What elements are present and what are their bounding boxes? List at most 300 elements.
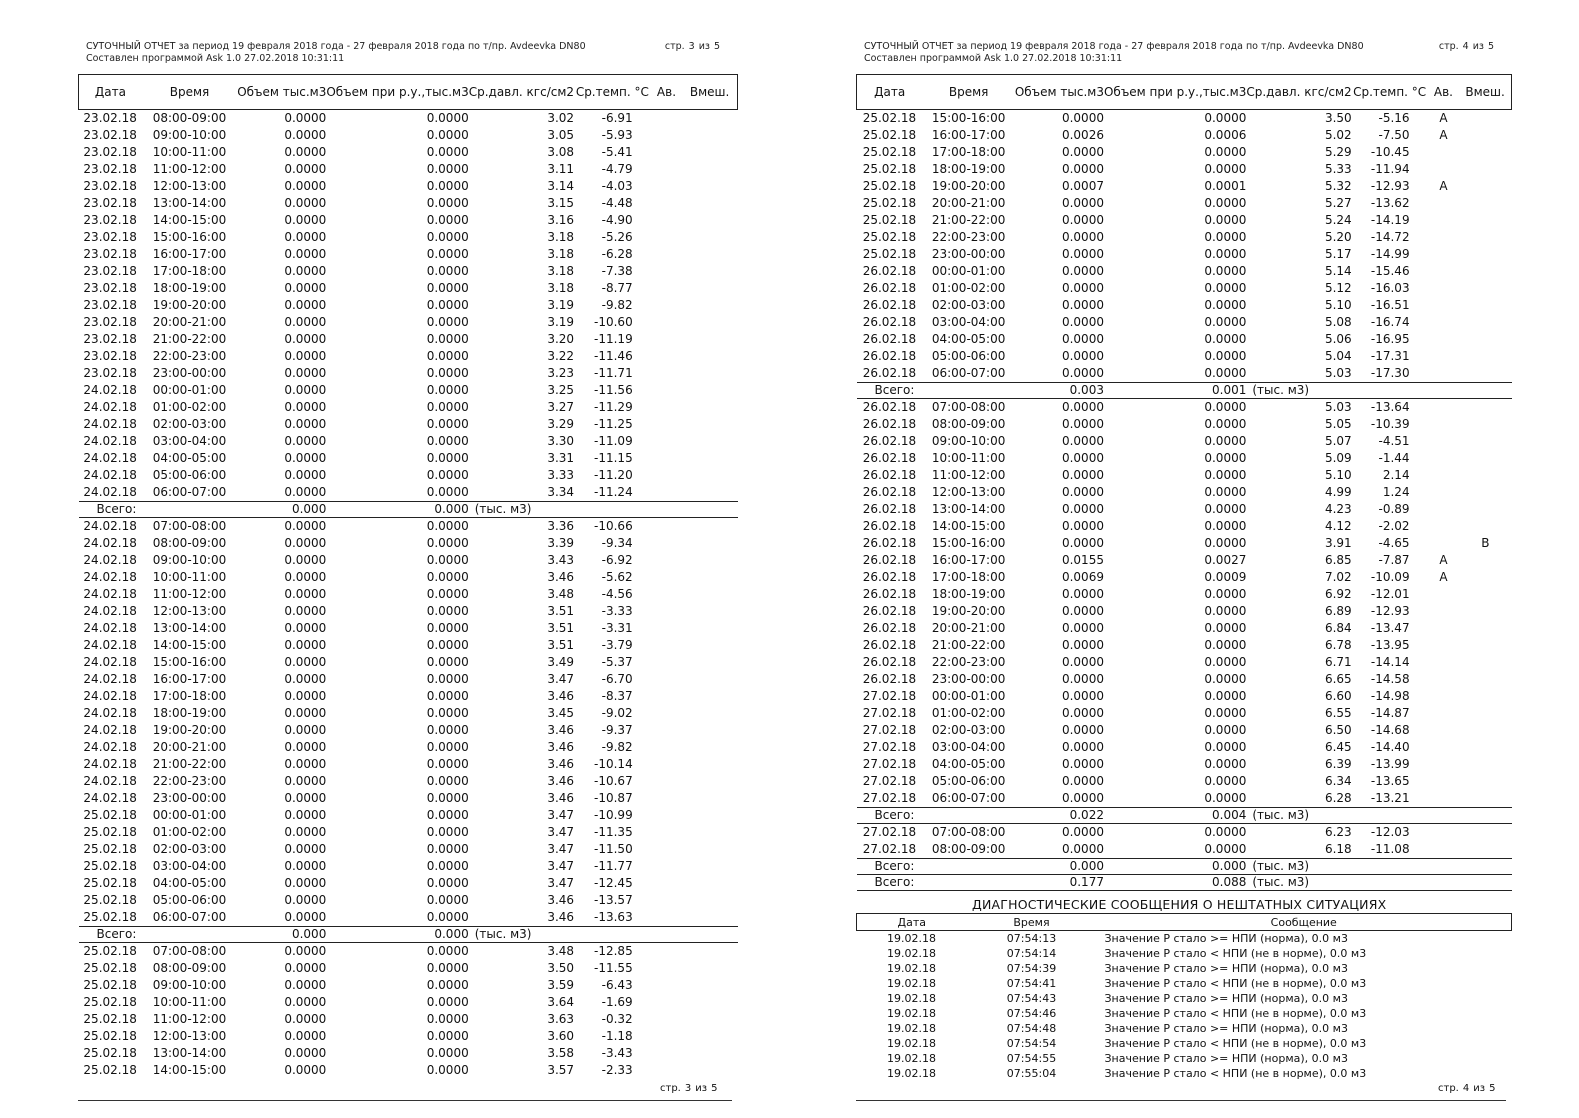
volume-std-cell: 0.0000: [1204, 434, 1247, 448]
intervention-cell: [1459, 756, 1511, 773]
date-cell: 26.02.18: [862, 587, 917, 601]
temperature-cell: -3.31: [601, 621, 633, 635]
volume-std-cell: 0.0000: [426, 179, 469, 193]
time-cell: 09:00-10:00: [152, 978, 227, 992]
alarm-cell: [651, 671, 683, 688]
alarm-cell: [651, 518, 683, 536]
date-cell: 25.02.18: [83, 910, 137, 924]
volume-std-cell: 0.0000: [1204, 587, 1247, 601]
temperature-cell: -11.35: [594, 825, 633, 839]
volume-std-cell: 0.0000: [426, 910, 469, 924]
volume-cell: 0.0000: [284, 791, 327, 805]
alarm-cell: [1428, 688, 1460, 705]
diagnostics-column-header: Дата: [857, 914, 967, 931]
alarm-cell: [651, 450, 683, 467]
intervention-cell: [682, 858, 737, 875]
temperature-cell: -13.57: [594, 893, 633, 907]
volume-std-cell: 0.0000: [426, 468, 469, 482]
time-cell: 09:00-10:00: [931, 434, 1006, 448]
pressure-cell: 5.12: [1324, 281, 1352, 295]
alarm-cell: [1428, 535, 1460, 552]
volume-std-cell: 0.0000: [426, 315, 469, 329]
pressure-cell: 3.14: [547, 179, 575, 193]
volume-cell: 0.0000: [284, 859, 327, 873]
table-row: [79, 739, 738, 756]
intervention-cell: [682, 518, 737, 536]
time-cell: 05:00-06:00: [931, 349, 1006, 363]
alarm-cell: [651, 229, 683, 246]
intervention-cell: [1459, 705, 1511, 722]
temperature-cell: -14.19: [1370, 213, 1410, 227]
volume-cell: 0.0007: [1061, 179, 1104, 193]
pressure-cell: 5.04: [1324, 349, 1352, 363]
intervention-cell: [682, 331, 737, 348]
table-row: [79, 569, 738, 586]
temperature-cell: -5.41: [601, 145, 633, 159]
intervention-cell: [682, 399, 737, 416]
column-header: Объем тыс.м3: [237, 75, 326, 110]
alarm-cell: [651, 603, 683, 620]
total-label: Всего:: [857, 808, 1015, 824]
alarm-cell: [651, 739, 683, 756]
table-row: [857, 127, 1512, 144]
date-cell: 24.02.18: [83, 638, 137, 652]
total-label: Всего:: [857, 383, 1015, 399]
temperature-cell: -10.45: [1370, 145, 1410, 159]
pressure-cell: 3.23: [547, 366, 575, 380]
alarm-cell: [651, 1062, 683, 1079]
date-cell: 26.02.18: [862, 349, 917, 363]
pressure-cell: 5.08: [1324, 315, 1352, 329]
table-row: [79, 603, 738, 620]
pressure-cell: 3.08: [547, 145, 575, 159]
volume-cell: 0.0000: [1061, 332, 1104, 346]
intervention-cell: [682, 110, 737, 128]
intervention-cell: [682, 773, 737, 790]
pressure-cell: 3.46: [547, 723, 575, 737]
temperature-cell: -11.15: [594, 451, 633, 465]
volume-std-cell: 0.0000: [426, 196, 469, 210]
temperature-cell: -11.56: [594, 383, 633, 397]
time-cell: 20:00-21:00: [152, 315, 227, 329]
total-label: Всего:: [857, 875, 1015, 891]
time-cell: 12:00-13:00: [152, 179, 227, 193]
table-row: [79, 977, 738, 994]
intervention-cell: [682, 467, 737, 484]
date-cell: 27.02.18: [862, 723, 917, 737]
table-row: [857, 535, 1512, 552]
volume-std-cell: 0.0000: [426, 740, 469, 754]
pressure-cell: 6.39: [1324, 757, 1352, 771]
intervention-cell: [1459, 314, 1511, 331]
temperature-cell: -13.65: [1370, 774, 1410, 788]
time-cell: 15:00-16:00: [931, 111, 1006, 125]
date-cell: 25.02.18: [83, 842, 137, 856]
pressure-cell: 3.47: [547, 859, 575, 873]
table-row: [857, 841, 1512, 859]
intervention-cell: [682, 892, 737, 909]
time-cell: 11:00-12:00: [152, 1012, 227, 1026]
volume-std-cell: 0.0000: [1204, 842, 1247, 856]
alarm-cell: [1428, 195, 1460, 212]
date-cell: 24.02.18: [83, 791, 137, 805]
pressure-cell: 3.58: [547, 1046, 575, 1060]
volume-cell: 0.0000: [284, 162, 327, 176]
volume-cell: 0.0000: [1061, 842, 1104, 856]
intervention-cell: [1459, 280, 1511, 297]
alarm-cell: [651, 331, 683, 348]
volume-cell: 0.0000: [284, 723, 327, 737]
diag-time-cell: 07:54:43: [1006, 992, 1057, 1005]
time-cell: 10:00-11:00: [152, 995, 227, 1009]
alarm-cell: [1428, 212, 1460, 229]
pressure-cell: 3.57: [547, 1063, 575, 1077]
volume-std-cell: 0.0000: [1204, 723, 1247, 737]
pressure-cell: 5.10: [1324, 468, 1352, 482]
volume-std-cell: 0.0000: [426, 1012, 469, 1026]
volume-std-cell: 0.0000: [1204, 298, 1247, 312]
volume-std-cell: 0.0000: [426, 349, 469, 363]
temperature-cell: -7.50: [1378, 128, 1410, 142]
volume-cell: 0.0000: [284, 247, 327, 261]
temperature-cell: -3.33: [601, 604, 633, 618]
alarm-cell: [651, 892, 683, 909]
table-row: [79, 314, 738, 331]
time-cell: 04:00-05:00: [152, 451, 227, 465]
alarm-cell: [651, 688, 683, 705]
column-header: Ср.темп. °C: [1352, 75, 1428, 110]
intervention-cell: [1459, 195, 1511, 212]
pressure-cell: 4.12: [1324, 519, 1352, 533]
pressure-cell: 3.51: [547, 621, 575, 635]
volume-cell: 0.0000: [284, 774, 327, 788]
table-row: [79, 450, 738, 467]
volume-std-cell: 0.0000: [426, 332, 469, 346]
volume-std-cell: 0.0000: [426, 638, 469, 652]
time-cell: 04:00-05:00: [931, 332, 1006, 346]
temperature-cell: -13.47: [1370, 621, 1410, 635]
intervention-cell: [682, 433, 737, 450]
date-cell: 23.02.18: [83, 264, 137, 278]
volume-std-cell: 0.0000: [426, 791, 469, 805]
volume-cell: 0.0000: [284, 757, 327, 771]
temperature-cell: -12.85: [594, 944, 633, 958]
pressure-cell: 3.25: [547, 383, 575, 397]
column-header: Объем тыс.м3: [1015, 75, 1104, 110]
table-row: [857, 161, 1512, 178]
date-cell: 25.02.18: [862, 179, 917, 193]
time-cell: 08:00-09:00: [152, 111, 227, 125]
volume-std-cell: 0.0000: [1204, 230, 1247, 244]
time-cell: 14:00-15:00: [152, 213, 227, 227]
volume-cell: 0.0000: [284, 672, 327, 686]
table-row: [857, 586, 1512, 603]
pressure-cell: 4.99: [1324, 485, 1352, 499]
temperature-cell: -14.58: [1370, 672, 1410, 686]
volume-std-cell: 0.0000: [426, 587, 469, 601]
volume-std-cell: 0.0000: [1204, 774, 1247, 788]
volume-std-cell: 0.0000: [1204, 247, 1247, 261]
volume-std-cell: 0.0000: [1204, 468, 1247, 482]
temperature-cell: -1.69: [601, 995, 633, 1009]
pressure-cell: 3.49: [547, 655, 575, 669]
time-cell: 21:00-22:00: [931, 638, 1006, 652]
date-cell: 26.02.18: [862, 570, 917, 584]
pressure-cell: 3.45: [547, 706, 575, 720]
temperature-cell: -11.24: [594, 485, 633, 499]
date-cell: 25.02.18: [862, 111, 917, 125]
total-volume-std: 0.001: [1104, 383, 1246, 399]
table-row: [857, 637, 1512, 654]
alarm-cell: [651, 144, 683, 161]
pressure-cell: 3.22: [547, 349, 575, 363]
date-cell: 23.02.18: [83, 298, 137, 312]
volume-cell: 0.0000: [284, 485, 327, 499]
pressure-cell: 3.18: [547, 281, 575, 295]
date-cell: 25.02.18: [83, 944, 137, 958]
pressure-cell: 3.15: [547, 196, 575, 210]
temperature-cell: -9.82: [601, 298, 633, 312]
alarm-cell: [1428, 297, 1460, 314]
temperature-cell: -6.92: [601, 553, 633, 567]
volume-std-cell: 0.0000: [426, 536, 469, 550]
volume-std-cell: 0.0000: [1204, 638, 1247, 652]
date-cell: 27.02.18: [862, 757, 917, 771]
alarm-cell: [651, 314, 683, 331]
volume-cell: 0.0000: [284, 434, 327, 448]
volume-std-cell: 0.0000: [426, 213, 469, 227]
volume-std-cell: 0.0000: [1204, 315, 1247, 329]
date-cell: 23.02.18: [83, 179, 137, 193]
table-row: [79, 246, 738, 263]
table-row: [857, 263, 1512, 280]
diag-message-cell: Значение P стало >= НПИ (норма), 0.0 м3: [1104, 992, 1348, 1005]
alarm-cell: [651, 263, 683, 280]
pressure-cell: 5.24: [1324, 213, 1352, 227]
diag-date-cell: 19.02.18: [887, 947, 936, 960]
alarm-cell: [1428, 841, 1460, 859]
volume-std-cell: 0.0000: [1204, 451, 1247, 465]
table-row: [79, 892, 738, 909]
pressure-cell: 3.63: [547, 1012, 575, 1026]
volume-cell: 0.0000: [1061, 502, 1104, 516]
volume-cell: 0.0000: [284, 332, 327, 346]
volume-std-cell: 0.0027: [1204, 553, 1247, 567]
time-cell: 04:00-05:00: [931, 757, 1006, 771]
alarm-cell: A: [1439, 128, 1448, 142]
alarm-cell: [651, 943, 683, 961]
volume-std-cell: 0.0000: [426, 655, 469, 669]
pressure-cell: 3.43: [547, 553, 575, 567]
page-number: стр. 3 из 5: [664, 41, 720, 52]
temperature-cell: -14.40: [1370, 740, 1410, 754]
pressure-cell: 3.46: [547, 910, 575, 924]
temperature-cell: -16.51: [1370, 298, 1410, 312]
intervention-cell: [682, 246, 737, 263]
time-cell: 07:00-08:00: [152, 519, 227, 533]
intervention-cell: [1459, 263, 1511, 280]
intervention-cell: [682, 484, 737, 502]
alarm-cell: [1428, 467, 1460, 484]
time-cell: 22:00-23:00: [931, 230, 1006, 244]
time-cell: 07:00-08:00: [931, 825, 1006, 839]
alarm-cell: [1428, 637, 1460, 654]
table-row: [857, 484, 1512, 501]
date-cell: 26.02.18: [862, 417, 917, 431]
diag-date-cell: 19.02.18: [887, 1007, 936, 1020]
intervention-cell: [682, 280, 737, 297]
temperature-cell: -13.21: [1370, 791, 1410, 805]
date-cell: 26.02.18: [862, 604, 917, 618]
temperature-cell: -5.16: [1378, 111, 1410, 125]
pressure-cell: 3.39: [547, 536, 575, 550]
intervention-cell: [1459, 229, 1511, 246]
table-row: [857, 297, 1512, 314]
time-cell: 10:00-11:00: [931, 451, 1006, 465]
table-row: [857, 518, 1512, 535]
time-cell: 06:00-07:00: [152, 910, 227, 924]
temperature-cell: -1.44: [1378, 451, 1410, 465]
volume-cell: 0.0000: [1061, 298, 1104, 312]
intervention-cell: [682, 841, 737, 858]
time-cell: 00:00-01:00: [152, 383, 227, 397]
diag-time-cell: 07:54:48: [1006, 1022, 1057, 1035]
alarm-cell: [651, 875, 683, 892]
volume-std-cell: 0.0000: [1204, 332, 1247, 346]
pressure-cell: 3.46: [547, 774, 575, 788]
temperature-cell: -12.93: [1370, 179, 1410, 193]
intervention-cell: [682, 535, 737, 552]
date-cell: 25.02.18: [83, 1063, 137, 1077]
alarm-cell: [651, 756, 683, 773]
intervention-cell: [682, 654, 737, 671]
table-row: [857, 280, 1512, 297]
pressure-cell: 3.36: [547, 519, 575, 533]
volume-cell: 0.0000: [284, 417, 327, 431]
total-volume-std: 0.088: [1104, 875, 1246, 891]
intervention-cell: [682, 314, 737, 331]
column-header: Ср.давл. кгс/см2: [1246, 75, 1351, 110]
table-row: [857, 450, 1512, 467]
intervention-cell: [682, 178, 737, 195]
intervention-cell: [682, 1045, 737, 1062]
volume-std-cell: 0.0000: [426, 842, 469, 856]
diag-date-cell: 19.02.18: [887, 962, 936, 975]
alarm-cell: [651, 1028, 683, 1045]
temperature-cell: -6.91: [601, 111, 633, 125]
alarm-cell: [651, 654, 683, 671]
alarm-cell: [1428, 620, 1460, 637]
alarm-cell: [651, 110, 683, 128]
table-row: [79, 994, 738, 1011]
intervention-cell: [682, 1062, 737, 1079]
diag-time-cell: 07:55:04: [1006, 1067, 1057, 1080]
intervention-cell: [682, 790, 737, 807]
volume-std-cell: 0.0000: [1204, 145, 1247, 159]
diagnostics-table: [856, 913, 1512, 1081]
temperature-cell: -14.72: [1370, 230, 1410, 244]
table-row: [857, 620, 1512, 637]
volume-cell: 0.0000: [1061, 468, 1104, 482]
pressure-cell: 5.33: [1324, 162, 1352, 176]
intervention-cell: [682, 807, 737, 824]
volume-std-cell: 0.0000: [1204, 655, 1247, 669]
volume-cell: 0.0000: [1061, 519, 1104, 533]
volume-cell: 0.0000: [1061, 604, 1104, 618]
date-cell: 24.02.18: [83, 570, 137, 584]
volume-std-cell: 0.0000: [1204, 672, 1247, 686]
volume-std-cell: 0.0000: [1204, 519, 1247, 533]
temperature-cell: -14.98: [1370, 689, 1410, 703]
volume-std-cell: 0.0001: [1204, 179, 1247, 193]
time-cell: 11:00-12:00: [152, 587, 227, 601]
table-row: [857, 501, 1512, 518]
time-cell: 11:00-12:00: [931, 468, 1006, 482]
pressure-cell: 6.23: [1324, 825, 1352, 839]
date-cell: 23.02.18: [83, 128, 137, 142]
table-row: [857, 433, 1512, 450]
volume-cell: 0.0000: [284, 519, 327, 533]
volume-cell: 0.0000: [284, 740, 327, 754]
time-cell: 10:00-11:00: [152, 145, 227, 159]
volume-cell: 0.0000: [284, 910, 327, 924]
date-cell: 26.02.18: [862, 485, 917, 499]
table-row: [857, 229, 1512, 246]
temperature-cell: -13.63: [594, 910, 633, 924]
alarm-cell: [1428, 314, 1460, 331]
time-cell: 08:00-09:00: [152, 536, 227, 550]
table-row: [79, 110, 738, 128]
volume-std-cell: 0.0000: [1204, 366, 1247, 380]
temperature-cell: -11.94: [1370, 162, 1410, 176]
pressure-cell: 6.84: [1324, 621, 1352, 635]
table-row: [79, 773, 738, 790]
temperature-cell: -4.48: [601, 196, 633, 210]
time-cell: 07:00-08:00: [152, 944, 227, 958]
pressure-cell: 3.05: [547, 128, 575, 142]
report-subtitle: Составлен программой Ask 1.0 27.02.2018 10:31:11: [86, 53, 345, 64]
table-row: [79, 416, 738, 433]
time-cell: 12:00-13:00: [152, 1029, 227, 1043]
date-cell: 24.02.18: [83, 672, 137, 686]
volume-cell: 0.0000: [1061, 162, 1104, 176]
date-cell: 25.02.18: [83, 808, 137, 822]
volume-std-cell: 0.0000: [426, 876, 469, 890]
volume-cell: 0.0000: [284, 1029, 327, 1043]
table-row: [79, 348, 738, 365]
volume-cell: 0.0000: [1061, 264, 1104, 278]
time-cell: 13:00-14:00: [152, 196, 227, 210]
pressure-cell: 6.50: [1324, 723, 1352, 737]
table-row: [857, 416, 1512, 433]
diag-message-cell: Значение P стало >= НПИ (норма), 0.0 м3: [1104, 1052, 1348, 1065]
time-cell: 06:00-07:00: [931, 791, 1006, 805]
temperature-cell: -7.87: [1378, 553, 1410, 567]
time-cell: 11:00-12:00: [152, 162, 227, 176]
pressure-cell: 3.51: [547, 604, 575, 618]
table-row: [79, 297, 738, 314]
temperature-cell: -10.60: [594, 315, 633, 329]
alarm-cell: [651, 246, 683, 263]
temperature-cell: -11.09: [594, 434, 633, 448]
volume-cell: 0.0000: [284, 842, 327, 856]
pressure-cell: 3.31: [547, 451, 575, 465]
volume-cell: 0.0000: [284, 587, 327, 601]
volume-std-cell: 0.0000: [426, 1063, 469, 1077]
pressure-cell: 6.85: [1324, 553, 1352, 567]
temperature-cell: -5.37: [601, 655, 633, 669]
pressure-cell: 3.34: [547, 485, 575, 499]
